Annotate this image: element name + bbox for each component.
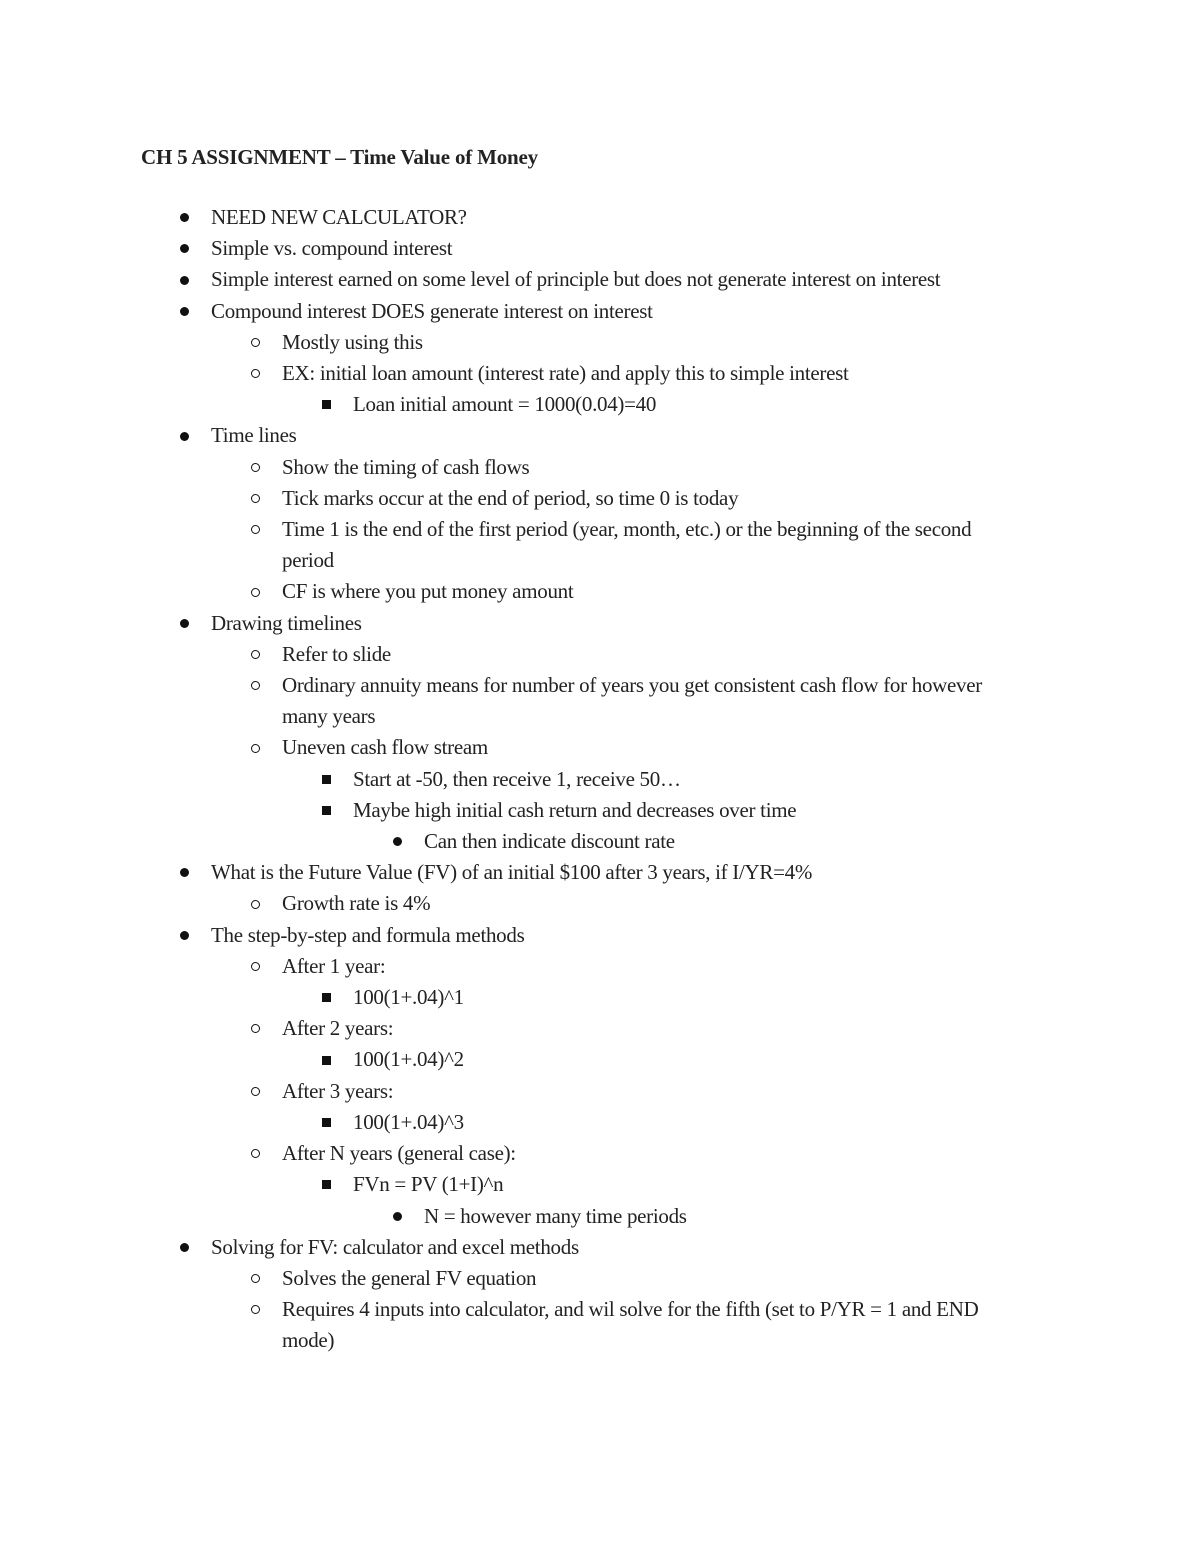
outline-item-level-1 [0,420,1011,451]
outline-item-text: Drawing timelines [211,610,362,635]
outline-item-text: The step-by-step and formula methods [211,922,525,947]
outline-item-text: Mostly using this [282,329,423,354]
outline-item-level-2 [0,452,1027,483]
bullet-square-icon [318,389,334,420]
outline-item-level-3 [0,1169,1023,1200]
outline-item-level-2 [0,888,1027,919]
outline-item-text: After 3 years: [282,1078,394,1103]
outline-item-level-2 [0,358,1027,389]
outline-item-text: Tick marks occur at the end of period, so time 0 is today [282,485,739,510]
outline-item-text: N = however many time periods [424,1203,687,1228]
outline-item-text: FVn = PV (1+I)^n [353,1172,504,1197]
outline-item-text: Simple interest earned on some level of principle but does not generate interest on interest [211,267,941,292]
outline-item-text: Start at -50, then receive 1, receive 50… [353,766,681,791]
notes-outline [0,202,1200,1357]
bullet-circle-icon [247,888,263,919]
outline-item-text: Maybe high initial cash return and decreases over time [353,797,797,822]
outline-item-level-2 [0,327,1027,358]
bullet-circle-icon [247,732,263,763]
outline-item-level-3 [0,982,1023,1013]
outline-item-text: 100(1+.04)^3 [353,1109,464,1134]
document-title: CH 5 ASSIGNMENT – Time Value of Money [141,145,538,169]
bullet-square-icon [318,1044,334,1075]
outline-item-text: 100(1+.04)^1 [353,985,464,1010]
outline-item-level-2 [0,1013,1027,1044]
bullet-square-icon [318,982,334,1013]
bullet-dot-icon [176,202,192,233]
outline-item-level-1 [0,608,1011,639]
outline-item-level-2 [0,732,1027,763]
outline-item-level-1 [0,1232,1011,1263]
bullet-circle-icon [247,576,263,607]
outline-item-level-3 [0,764,1023,795]
outline-item-level-4 [0,1201,1024,1232]
bullet-circle-icon [247,951,263,982]
outline-item-level-1 [0,920,1011,951]
outline-item-text: EX: initial loan amount (interest rate) and apply this to simple interest [282,361,849,386]
outline-item-text: Loan initial amount = 1000(0.04)=40 [353,392,657,417]
outline-item-text: After 1 year: [282,953,386,978]
bullet-circle-icon [247,452,263,483]
outline-item-level-1 [0,264,1011,295]
bullet-dot-icon [176,920,192,951]
bullet-circle-icon [247,358,263,389]
bullet-circle-icon [247,639,263,670]
outline-item-level-2 [0,951,1027,982]
outline-item-text: After 2 years: [282,1016,394,1041]
outline-item-level-2 [0,576,1027,607]
bullet-dot-icon [176,1232,192,1263]
outline-item-level-2 [0,1076,1027,1107]
bullet-square-icon [318,1169,334,1200]
outline-item-level-2 [0,639,1027,670]
outline-item-text: Solving for FV: calculator and excel methods [211,1234,579,1259]
outline-item-text: Time 1 is the end of the first period (year, month, etc.) or the beginning of the second period [282,517,972,573]
outline-item-level-1 [0,857,1011,888]
outline-item-text: Solves the general FV equation [282,1265,537,1290]
outline-item-level-1 [0,233,1011,264]
bullet-circle-icon [247,1076,263,1107]
outline-item-text: NEED NEW CALCULATOR? [211,205,467,229]
outline-item-text: Refer to slide [282,641,391,666]
outline-item-text: Ordinary annuity means for number of years you get consistent cash flow for however many years [282,673,982,729]
outline-item-text: What is the Future Value (FV) of an initial $100 after 3 years, if I/YR=4% [211,860,813,885]
outline-item-text: Uneven cash flow stream [282,735,488,760]
outline-item-level-3 [0,1044,1023,1075]
outline-item-text: Growth rate is 4% [282,891,431,916]
outline-item-text: Show the timing of cash flows [282,454,530,479]
outline-item-level-2 [0,670,1027,732]
bullet-dot-icon [176,608,192,639]
bullet-circle-icon [247,1138,263,1169]
bullet-square-icon [318,795,334,826]
bullet-dot-icon [389,826,405,857]
outline-item-text: Compound interest DOES generate interest on interest [211,298,653,323]
bullet-square-icon [318,1107,334,1138]
bullet-dot-icon [176,857,192,888]
outline-item-text: 100(1+.04)^2 [353,1047,464,1072]
bullet-circle-icon [247,1294,263,1325]
bullet-circle-icon [247,670,263,701]
bullet-dot-icon [176,264,192,295]
outline-item-level-2 [0,514,1027,576]
bullet-square-icon [318,764,334,795]
outline-item-text: After N years (general case): [282,1141,516,1166]
bullet-circle-icon [247,327,263,358]
outline-item-level-2 [0,1138,1027,1169]
outline-item-level-2 [0,1294,1027,1356]
outline-item-text: Can then indicate discount rate [424,829,675,854]
outline-item-level-1 [0,296,1011,327]
bullet-circle-icon [247,1263,263,1294]
outline-item-level-1 [0,202,1011,233]
outline-item-text: CF is where you put money amount [282,579,574,604]
bullet-dot-icon [176,233,192,264]
bullet-circle-icon [247,483,263,514]
outline-item-level-2 [0,483,1027,514]
outline-item-text: Simple vs. compound interest [211,236,453,261]
outline-item-level-2 [0,1263,1027,1294]
outline-item-text: Time lines [211,423,297,448]
bullet-dot-icon [389,1201,405,1232]
outline-item-level-3 [0,1107,1023,1138]
bullet-dot-icon [176,296,192,327]
bullet-dot-icon [176,420,192,451]
outline-item-level-3 [0,389,1023,420]
outline-item-text: Requires 4 inputs into calculator, and wil solve for the fifth (set to P/YR = 1 and END mode) [282,1297,979,1353]
bullet-circle-icon [247,514,263,545]
outline-item-level-3 [0,795,1023,826]
outline-item-level-4 [0,826,1024,857]
bullet-circle-icon [247,1013,263,1044]
